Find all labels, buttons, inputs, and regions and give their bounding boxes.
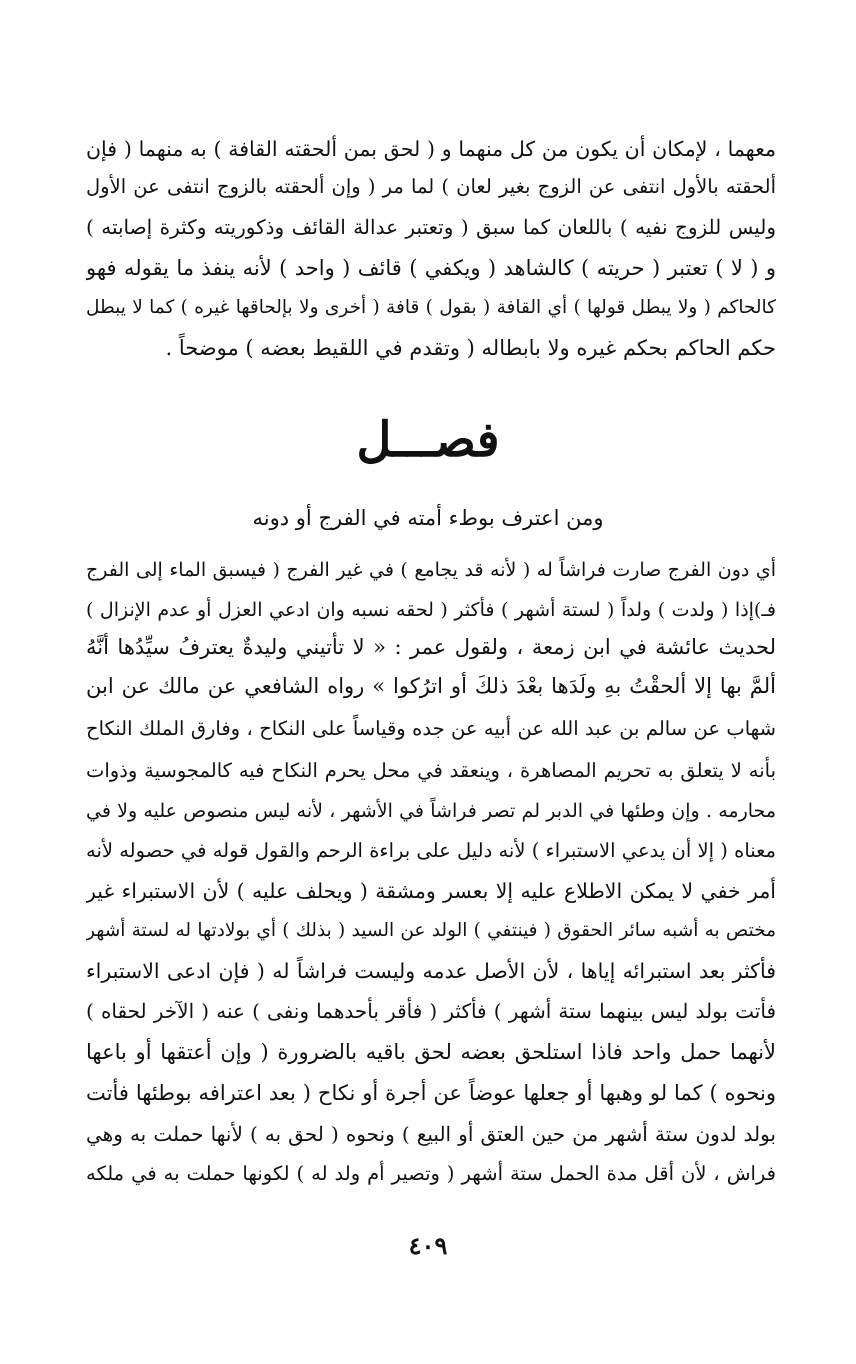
paragraph-line: فأتت بولد ليس بينهما ستة أشهر ) فأكثر ( فأقر بأحدهما ونفى ) عنه ( الآخر لحقاه ) bbox=[86, 999, 776, 1023]
paragraph-line: حكم الحاكم بحكم غيره ولا بابطاله ( وتقدم في اللقيط بعضه ) موضحاً . bbox=[165, 336, 776, 360]
paragraph-line: بأنه لا يتعلق به تحريم المصاهرة ، وينعقد في محل يحرم النكاح فيه كالمجوسية وذوات bbox=[86, 759, 776, 782]
paragraph-line: لأنهما حمل واحد فاذا استلحق بعضه لحق باقيه بالضرورة ( وإن أعتقها أو باعها bbox=[86, 1040, 776, 1064]
paragraph-line: وليس للزوج نفيه ) باللعان كما سبق ( وتعتبر عدالة القائف وذكوريته وكثرة إصابته ) bbox=[86, 215, 776, 239]
paragraph-line: أمر خفي لا يمكن الاطلاع عليه إلا بعسر ومشقة ( ويحلف عليه ) لأن الاستبراء غير bbox=[86, 879, 776, 903]
paragraph-line: كالحاكم ( ولا يبطل قولها ) أي القافة ( بقول ) قافة ( أخرى ولا بإلحاقها غيره ) كما لا يبطل bbox=[86, 297, 776, 318]
paragraph-line: لحديث عائشة في ابن زمعة ، ولقول عمر : « لا تأتيني وليدةٌ يعترفُ سيِّدُها أنَّهُ bbox=[86, 635, 776, 659]
paragraph-line: بولد لدون ستة أشهر من حين العتق أو البيع ) ونحوه ( لحق به ) لأنها حملت به وهي bbox=[86, 1122, 776, 1146]
paragraph-line: فأكثر بعد استبرائه إياها ، لأن الأصل عدمه وليست فراشاً له ( فإن ادعى الاستبراء bbox=[86, 959, 776, 983]
paragraph-line: ألحقته بالأول انتفى عن الزوج بغير لعان ) لما مر ( وإن ألحقته بالزوج انتفى عن الأول bbox=[86, 175, 776, 198]
paragraph-line: فراش ، لأن أقل مدة الحمل ستة أشهر ( وتصير أم ولد له ) لكونها حملت به في ملكه bbox=[86, 1162, 776, 1185]
paragraph-line: محارمه . وإن وطئها في الدبر لم تصر فراشاً في الأشهر ، لأنه ليس منصوص عليه ولا في bbox=[86, 800, 776, 822]
paragraph-line: شهاب عن سالم بن عبد الله عن أبيه عن جده وقياساً على النكاح ، وفارق الملك النكاح bbox=[86, 717, 776, 740]
paragraph-line: ألمَّ بها إلا ألحقْتُ بهِ ولَدَها بعْدَ ذلكَ أو اترُكوا » رواه الشافعي عن مالك عن ابن bbox=[86, 674, 776, 698]
paragraph-line: فـ)إذا ( ولدت ) ولداً ( لستة أشهر ) فأكثر ( لحقه نسبه وان ادعي العزل أو عدم الإنزال ) bbox=[86, 599, 776, 621]
paragraph-line: أي دون الفرج صارت فراشاً له ( لأنه قد يجامع ) في غير الفرج ( فيسبق الماء إلى الفرج bbox=[86, 559, 776, 581]
page-number: ٤٠٩ bbox=[408, 1231, 448, 1260]
paragraph-line: ونحوه ) كما لو وهبها أو جعلها عوضاً عن أجرة أو نكاح ( بعد اعترافه بوطئها فأتت bbox=[86, 1081, 776, 1105]
paragraph-line: و ( لا ) تعتبر ( حريته ) كالشاهد ( ويكفي ) قائف ( واحد ) لأنه ينفذ ما يقوله فهو bbox=[86, 256, 776, 280]
paragraph-line: معناه ( إلا أن يدعي الاستبراء ) لأنه دليل على براءة الرحم والقول قوله في حصوله لأنه bbox=[86, 839, 776, 862]
paragraph-line: مختص به أشبه سائر الحقوق ( فينتفي ) الولد عن السيد ( بذلك ) أي بولادتها له لستة أشهر bbox=[86, 920, 776, 941]
section-subheading: ومن اعترف بوطء أمته في الفرج أو دونه bbox=[252, 506, 604, 530]
paragraph-line: معهما ، لإمكان أن يكون من كل منهما و ( لحق بمن ألحقته القافة ) به منهما ( فإن bbox=[86, 137, 776, 161]
section-heading: فصـــل bbox=[356, 412, 500, 468]
